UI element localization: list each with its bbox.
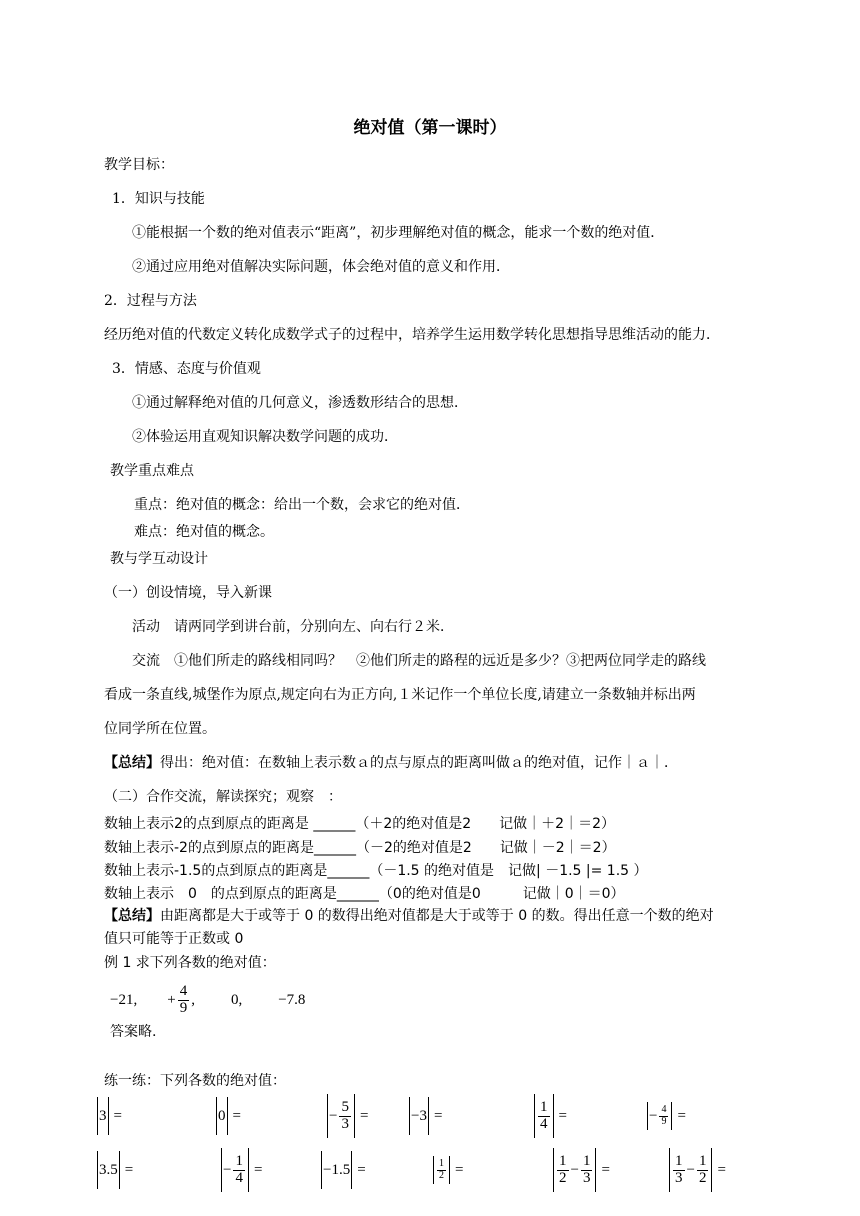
objective-1-item: ②通过应用绝对值解决实际问题，体会绝对值的意义和作用． <box>132 259 510 275</box>
abs-expr: $\frac{1}{3}$ − $\frac{1}{2}$ = <box>668 1148 726 1192</box>
fraction-4-9: $\frac{4}{9}$ <box>179 982 188 1016</box>
exchange-text: 交流 ①他们所走的路线相同吗？ ②他们所走的路程的远近是多少？③把两位同学走的路线 <box>132 653 706 669</box>
objectives-heading: 教学目标： <box>104 157 174 173</box>
summary-tag: 【总结】 <box>104 755 160 771</box>
example-values: −21, + $\frac{4}{9}$ , 0, −7.8 <box>110 982 306 1016</box>
abs-expr: 0 = <box>215 1097 241 1135</box>
abs-expr: −1.5 = <box>320 1151 366 1189</box>
objective-3-item: ①通过解释绝对值的几何意义，渗透数形结合的思想． <box>132 395 468 411</box>
practice-heading: 练一练：下列各数的绝对值： <box>104 1073 286 1089</box>
abs-expr: $\frac{1}{4}$ = <box>533 1094 567 1138</box>
summary-text-continued: 值只可能等于正数或 0 <box>104 931 244 947</box>
answer-note: 答案略. <box>110 1024 157 1040</box>
objective-1-item: ①能根据一个数的绝对值表示“距离”，初步理解绝对值的概念，能求一个数的绝对值． <box>132 225 665 241</box>
summary-text: 由距离都是大于或等于 0 的数得出绝对值都是大于或等于 0 的数。得出任意一个数的绝对 <box>160 908 714 924</box>
objective-3-heading: 3．情感、态度与价值观 <box>112 361 261 377</box>
key-point: 重点：绝对值的概念：给出一个数，会求它的绝对值． <box>134 497 470 513</box>
observation-row: 数轴上表示2的点到原点的距离是 ______（＋2的绝对值是2 记做｜＋2｜＝2） <box>104 816 615 832</box>
exchange-text: 看成一条直线,城堡作为原点,规定向右为正方向,１米记作一个单位长度,请建立一条数轴并标出两 <box>104 687 696 703</box>
abs-expr: 3.5 = <box>96 1151 133 1189</box>
summary-text: 得出：绝对值：在数轴上表示数ａ的点与原点的距离叫做ａ的绝对值，记作｜ａ｜． <box>160 755 678 771</box>
example-heading: 例 1 求下列各数的绝对值： <box>104 955 276 971</box>
summary-tag: 【总结】 <box>104 908 160 924</box>
activity-text: 活动 请两同学到讲台前，分别向左、向右行２米． <box>132 619 454 635</box>
summary-paragraph <box>104 755 678 772</box>
objective-2-text: 经历绝对值的代数定义转化成数学式子的过程中，培养学生运用数学转化思想指导思维活动的能力． <box>104 327 720 343</box>
section-2-heading: （二）合作交流，解读探究；观察 ： <box>104 789 342 805</box>
value-zero: 0, <box>230 991 243 1008</box>
page-title: 绝对值（第一课时） <box>353 118 507 138</box>
design-heading: 教与学互动设计 <box>110 551 208 567</box>
objective-2-heading: 2．过程与方法 <box>104 293 197 309</box>
objective-1-heading: 1．知识与技能 <box>112 191 205 207</box>
abs-expr: $\frac{1}{2}$ − $\frac{1}{3}$ = <box>552 1148 610 1192</box>
value-neg-7-8: −7.8 <box>278 991 306 1008</box>
abs-expr: $\frac{1}{2}$ = <box>432 1156 463 1184</box>
plus-sign: + <box>167 991 176 1008</box>
exchange-text: 位同学所在位置。 <box>104 721 216 737</box>
key-points-heading: 教学重点难点 <box>110 463 194 479</box>
abs-expr: −3 = <box>408 1097 442 1135</box>
summary-paragraph-2 <box>104 908 714 925</box>
abs-expr: − $\frac{5}{3}$ = <box>326 1094 368 1138</box>
abs-expr: − $\frac{1}{4}$ = <box>220 1148 262 1192</box>
observation-row: 数轴上表示-1.5的点到原点的距离是______（－1.5 的绝对值是 记做| －1.5 |= 1.5 ） <box>104 863 648 879</box>
difficult-point: 难点：绝对值的概念。 <box>134 524 274 540</box>
abs-expr: 3 = <box>96 1097 122 1135</box>
section-1-heading: （一）创设情境，导入新课 <box>104 585 272 601</box>
objective-3-item: ②体验运用直观知识解决数学问题的成功． <box>132 429 398 445</box>
observation-row: 数轴上表示-2的点到原点的距离是______（－2的绝对值是2 记做｜－2｜＝2） <box>104 840 616 856</box>
observation-row: 数轴上表示 0 的点到原点的距离是______（0的绝对值是0 记做｜0｜＝0） <box>104 886 625 902</box>
abs-expr: − $\frac{4}{9}$ = <box>646 1102 686 1130</box>
value-neg-21: −21, <box>110 991 138 1008</box>
